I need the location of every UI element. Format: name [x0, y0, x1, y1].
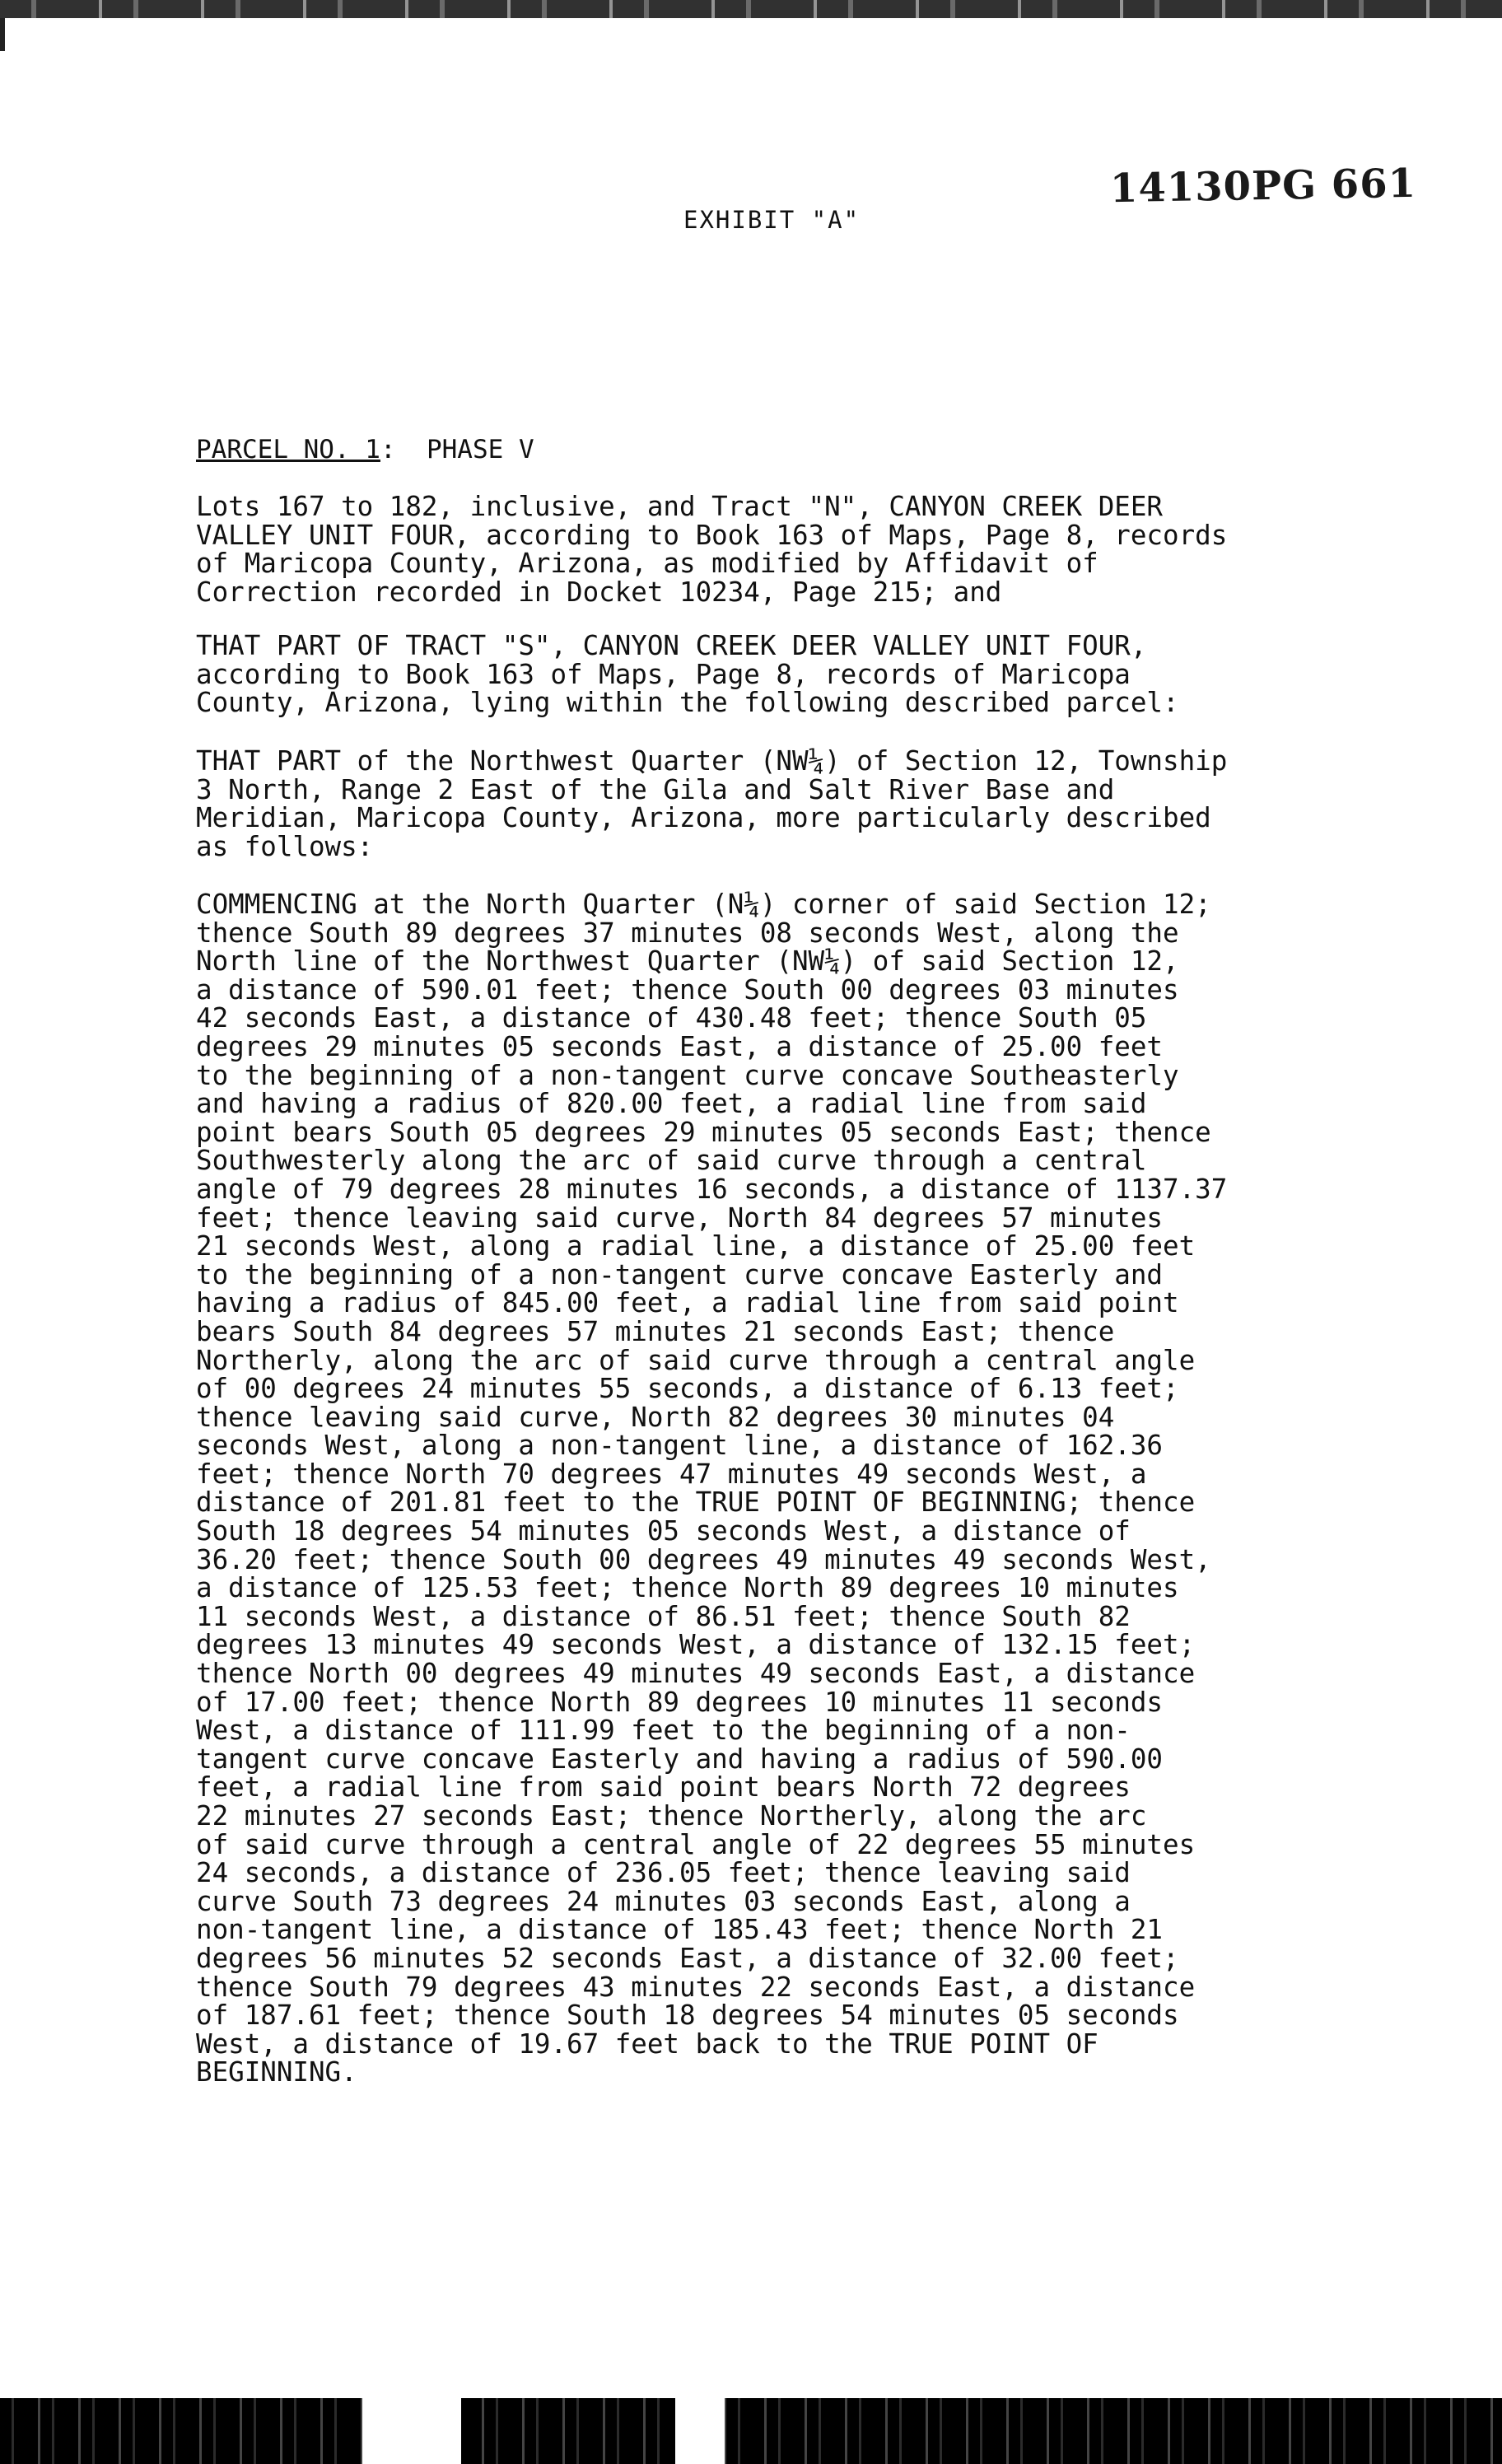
parcel-phase: PHASE V	[426, 435, 534, 464]
paragraph-lots: Lots 167 to 182, inclusive, and Tract "N", CANYON CREEK DEER VALLEY UNIT FOUR, according to Book 163 of Maps, Page 8, records of Maricopa County, Arizona, as modified by Affidavit of Correction recorded in Docket 10234, Page 215; and	[196, 491, 1228, 608]
recording-stamp: 14130PG 661	[1109, 160, 1417, 212]
scan-border-top	[0, 0, 1502, 18]
scan-border-left-mark	[0, 18, 5, 51]
paragraph-northwest-quarter: THAT PART of the Northwest Quarter (NW¼) of Section 12, Township 3 North, Range 2 East of the Gila and Salt River Base and Meridian, Maricopa County, Arizona, more particularly described as follows:	[196, 745, 1228, 862]
scan-bottom-gap	[362, 2398, 461, 2464]
scan-border-bottom	[0, 2398, 1502, 2464]
exhibit-title: EXHIBIT "A"	[683, 206, 861, 234]
parcel-number: PARCEL NO. 1	[196, 435, 380, 464]
parcel-separator: :	[380, 435, 396, 464]
paragraph-legal-description: COMMENCING at the North Quarter (N¼) corner of said Section 12; thence South 89 degrees 37 minutes 08 seconds West, along the North line of the Northwest Quarter (NW¼) of said Section 12, a distance of 590.01 feet; thence South 00 degrees 03 minutes 42 seconds East, a distance of 430.48 feet; thence South 05 degrees 29 minutes 05 seconds East, a distance of 25.00 feet to the beginning of a non-tangent curve concave Southeasterly and having a radius of 820.00 feet, a radial line from said point bears South 05 degrees 29 minutes 05 seconds East; thence Southwesterly along the arc of said curve through a central angle of 79 degrees 28 minutes 16 seconds, a distance of 1137.37 feet; thence leaving said curve, North 84 degrees 57 minutes 21 seconds West, along a radial line, a distance of 25.00 feet to the beginning of a non-tangent curve concave Easterly and having a radius of 845.00 feet, a radial line from said point bears South 84 degrees 57 minutes 21 seconds East; thence Northerly, along the arc of said curve through a central angle of 00 degrees 24 minutes 55 seconds, a distance of 6.13 feet; thence leaving said curve, North 82 degrees 30 minutes 04 seconds West, along a non-tangent line, a distance of 162.36 feet; thence North 70 degrees 47 minutes 49 seconds West, a distance of 201.81 feet to the TRUE POINT OF BEGINNING; thence South 18 degrees 54 minutes 05 seconds West, a distance of 36.20 feet; thence South 00 degrees 49 minutes 49 seconds West, a distance of 125.53 feet; thence North 89 degrees 10 minutes 11 seconds West, a distance of 86.51 feet; thence South 82 degrees 13 minutes 49 seconds West, a distance of 132.15 feet; thence North 00 degrees 49 minutes 49 seconds East, a distance of 17.00 feet; thence North 89 degrees 10 minutes 11 seconds West, a distance of 111.99 feet to the beginning of a non- tangent curve concave Easterly and having a radius of 590.00 feet, a radial line from said point bears North 72 degrees 22 minutes 27 seconds East; thence Northerly, along the arc of said curve through a central angle of 22 degrees 55 minutes 24 seconds, a distance of 236.05 feet; thence leaving said curve South 73 degrees 24 minutes 03 seconds East, along a non-tangent line, a distance of 185.43 feet; thence North 21 degrees 56 minutes 52 seconds East, a distance of 32.00 feet; thence South 79 degrees 43 minutes 22 seconds East, a distance of 187.61 feet; thence South 18 degrees 54 minutes 05 seconds West, a distance of 19.67 feet back to the TRUE POINT OF BEGINNING.	[196, 889, 1228, 2088]
parcel-heading	[196, 435, 534, 464]
scan-bottom-gap	[675, 2398, 725, 2464]
paragraph-tract-s: THAT PART OF TRACT "S", CANYON CREEK DEER VALLEY UNIT FOUR, according to Book 163 of Maps, Page 8, records of Maricopa County, Arizona, lying within the following described parcel:	[196, 630, 1179, 719]
